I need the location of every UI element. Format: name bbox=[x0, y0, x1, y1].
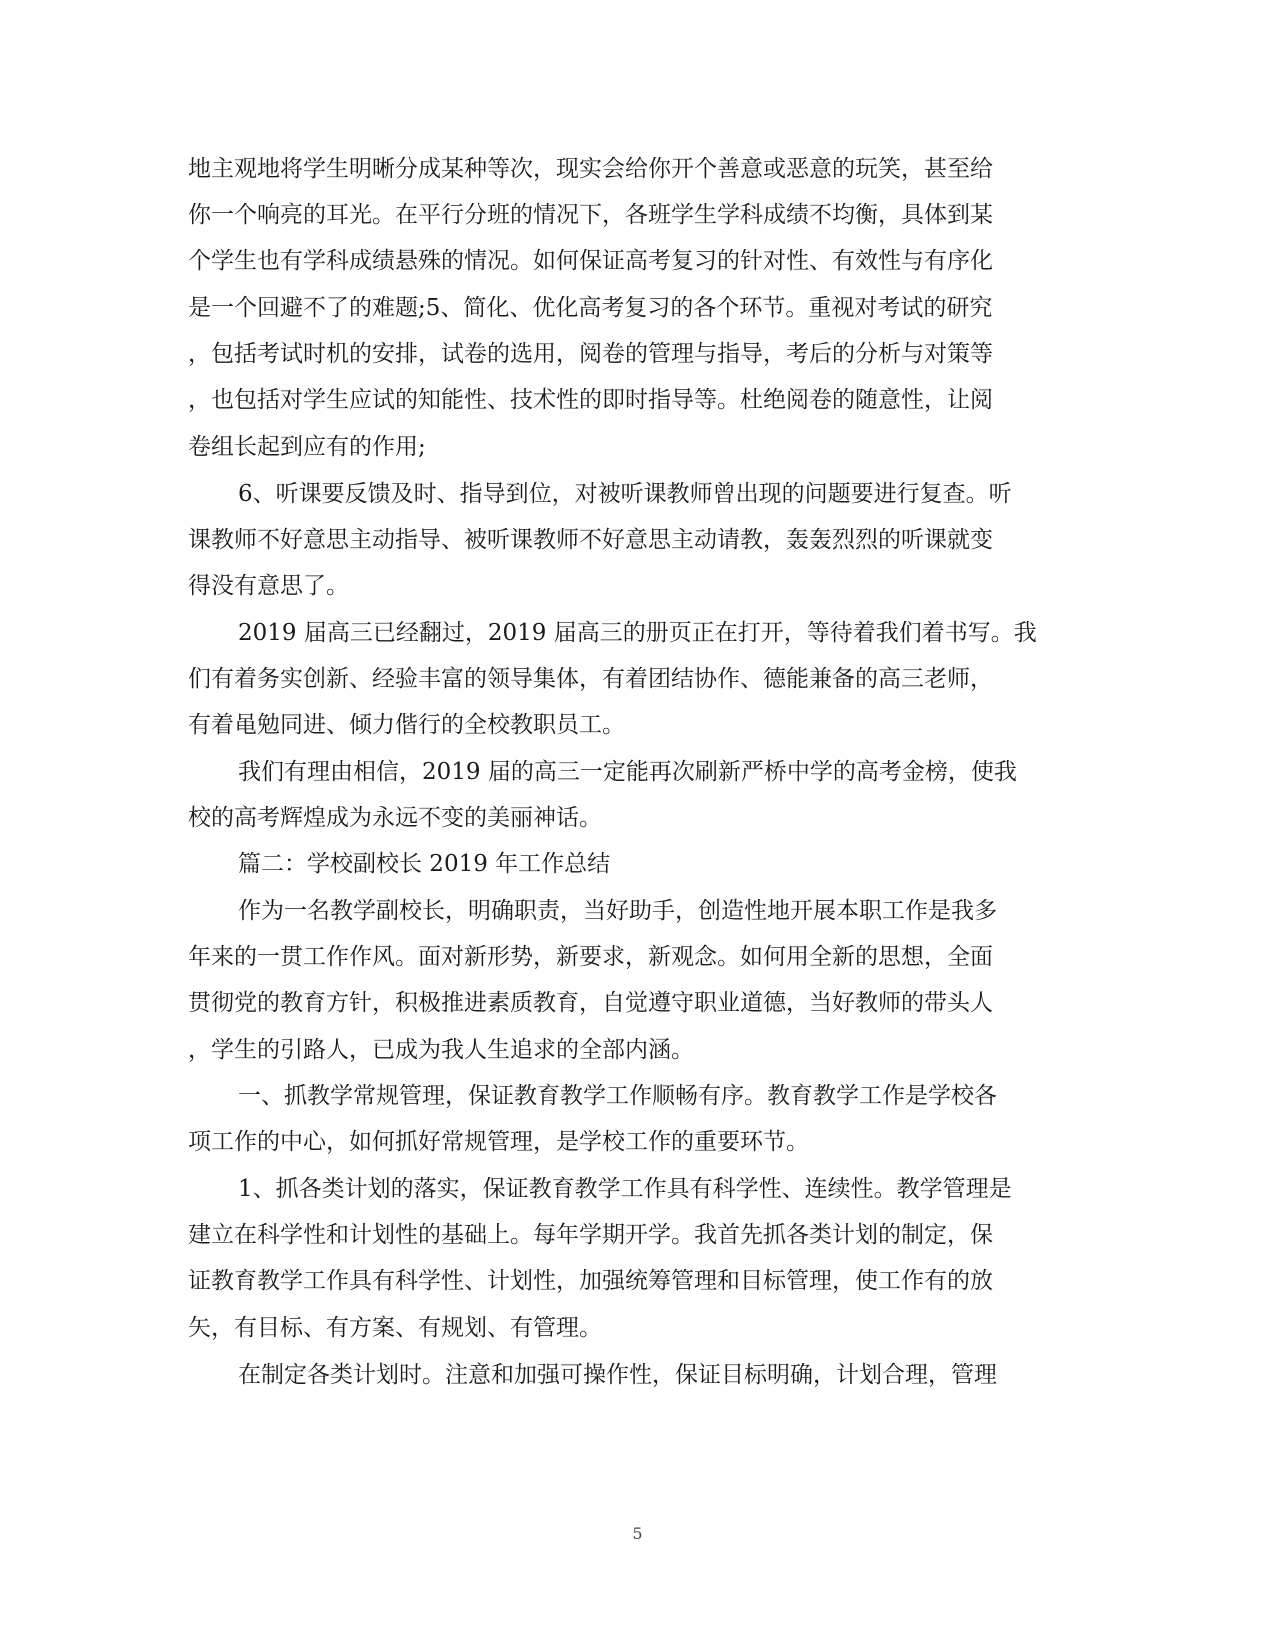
text-line: 们有着务实创新、经验丰富的领导集体，有着团结协作、德能兼备的高三老师， bbox=[188, 666, 993, 692]
text-line: 2019 届高三已经翻过，2019 届高三的册页正在打开，等待着我们着书写。我 bbox=[238, 620, 1037, 646]
text-line: 是一个回避不了的难题;5、简化、优化高考复习的各个环节。重视对考试的研究 bbox=[188, 295, 993, 321]
text-line: ，学生的引路人，已成为我人生追求的全部内涵。 bbox=[188, 1037, 694, 1063]
text-line: 1、抓各类计划的落实，保证教育教学工作具有科学性、连续性。教学管理是 bbox=[238, 1176, 1012, 1202]
text-line: 卷组长起到应有的作用; bbox=[188, 434, 426, 460]
text-line: 得没有意思了。 bbox=[188, 573, 349, 599]
text-line: 矢，有目标、有方案、有规划、有管理。 bbox=[188, 1315, 602, 1341]
text-line: 作为一名教学副校长，明确职责，当好助手，创造性地开展本职工作是我多 bbox=[238, 898, 997, 924]
text-line: 个学生也有学科成绩悬殊的情况。如何保证高考复习的针对性、有效性与有序化 bbox=[188, 248, 993, 274]
text-line: 建立在科学性和计划性的基础上。每年学期开学。我首先抓各类计划的制定，保 bbox=[188, 1222, 993, 1248]
page-number: 5 bbox=[632, 1524, 643, 1543]
text-line: 课教师不好意思主动指导、被听课教师不好意思主动请教，轰轰烈烈的听课就变 bbox=[188, 527, 993, 553]
text-line: ，也包括对学生应试的知能性、技术性的即时指导等。杜绝阅卷的随意性，让阅 bbox=[188, 387, 993, 413]
text-line: 6、听课要反馈及时、指导到位，对被听课教师曾出现的问题要进行复查。听 bbox=[238, 481, 1012, 507]
text-line: 项工作的中心，如何抓好常规管理，是学校工作的重要环节。 bbox=[188, 1129, 809, 1155]
text-line: 在制定各类计划时。注意和加强可操作性，保证目标明确，计划合理，管理 bbox=[238, 1362, 997, 1388]
text-line: 校的高考辉煌成为永远不变的美丽神话。 bbox=[188, 805, 602, 831]
text-line: ，包括考试时机的安排，试卷的选用，阅卷的管理与指导，考后的分析与对策等 bbox=[188, 341, 993, 367]
text-line: 贯彻党的教育方针，积极推进素质教育，自觉遵守职业道德，当好教师的带头人 bbox=[188, 990, 993, 1016]
text-line: 年来的一贯工作作风。面对新形势，新要求，新观念。如何用全新的思想，全面 bbox=[188, 944, 993, 970]
text-line: 证教育教学工作具有科学性、计划性，加强统筹管理和目标管理，使工作有的放 bbox=[188, 1268, 993, 1294]
text-line: 一、抓教学常规管理，保证教育教学工作顺畅有序。教育教学工作是学校各 bbox=[238, 1083, 997, 1109]
text-line: 地主观地将学生明晰分成某种等次，现实会给你开个善意或恶意的玩笑，甚至给 bbox=[188, 156, 993, 182]
text-line: 有着黾勉同进、倾力偕行的全校教职员工。 bbox=[188, 712, 625, 738]
section-heading: 篇二：学校副校长 2019 年工作总结 bbox=[238, 851, 611, 877]
text-line: 我们有理由相信，2019 届的高三一定能再次刷新严桥中学的高考金榜，使我 bbox=[238, 759, 1017, 785]
text-line: 你一个响亮的耳光。在平行分班的情况下，各班学生学科成绩不均衡，具体到某 bbox=[188, 202, 993, 228]
